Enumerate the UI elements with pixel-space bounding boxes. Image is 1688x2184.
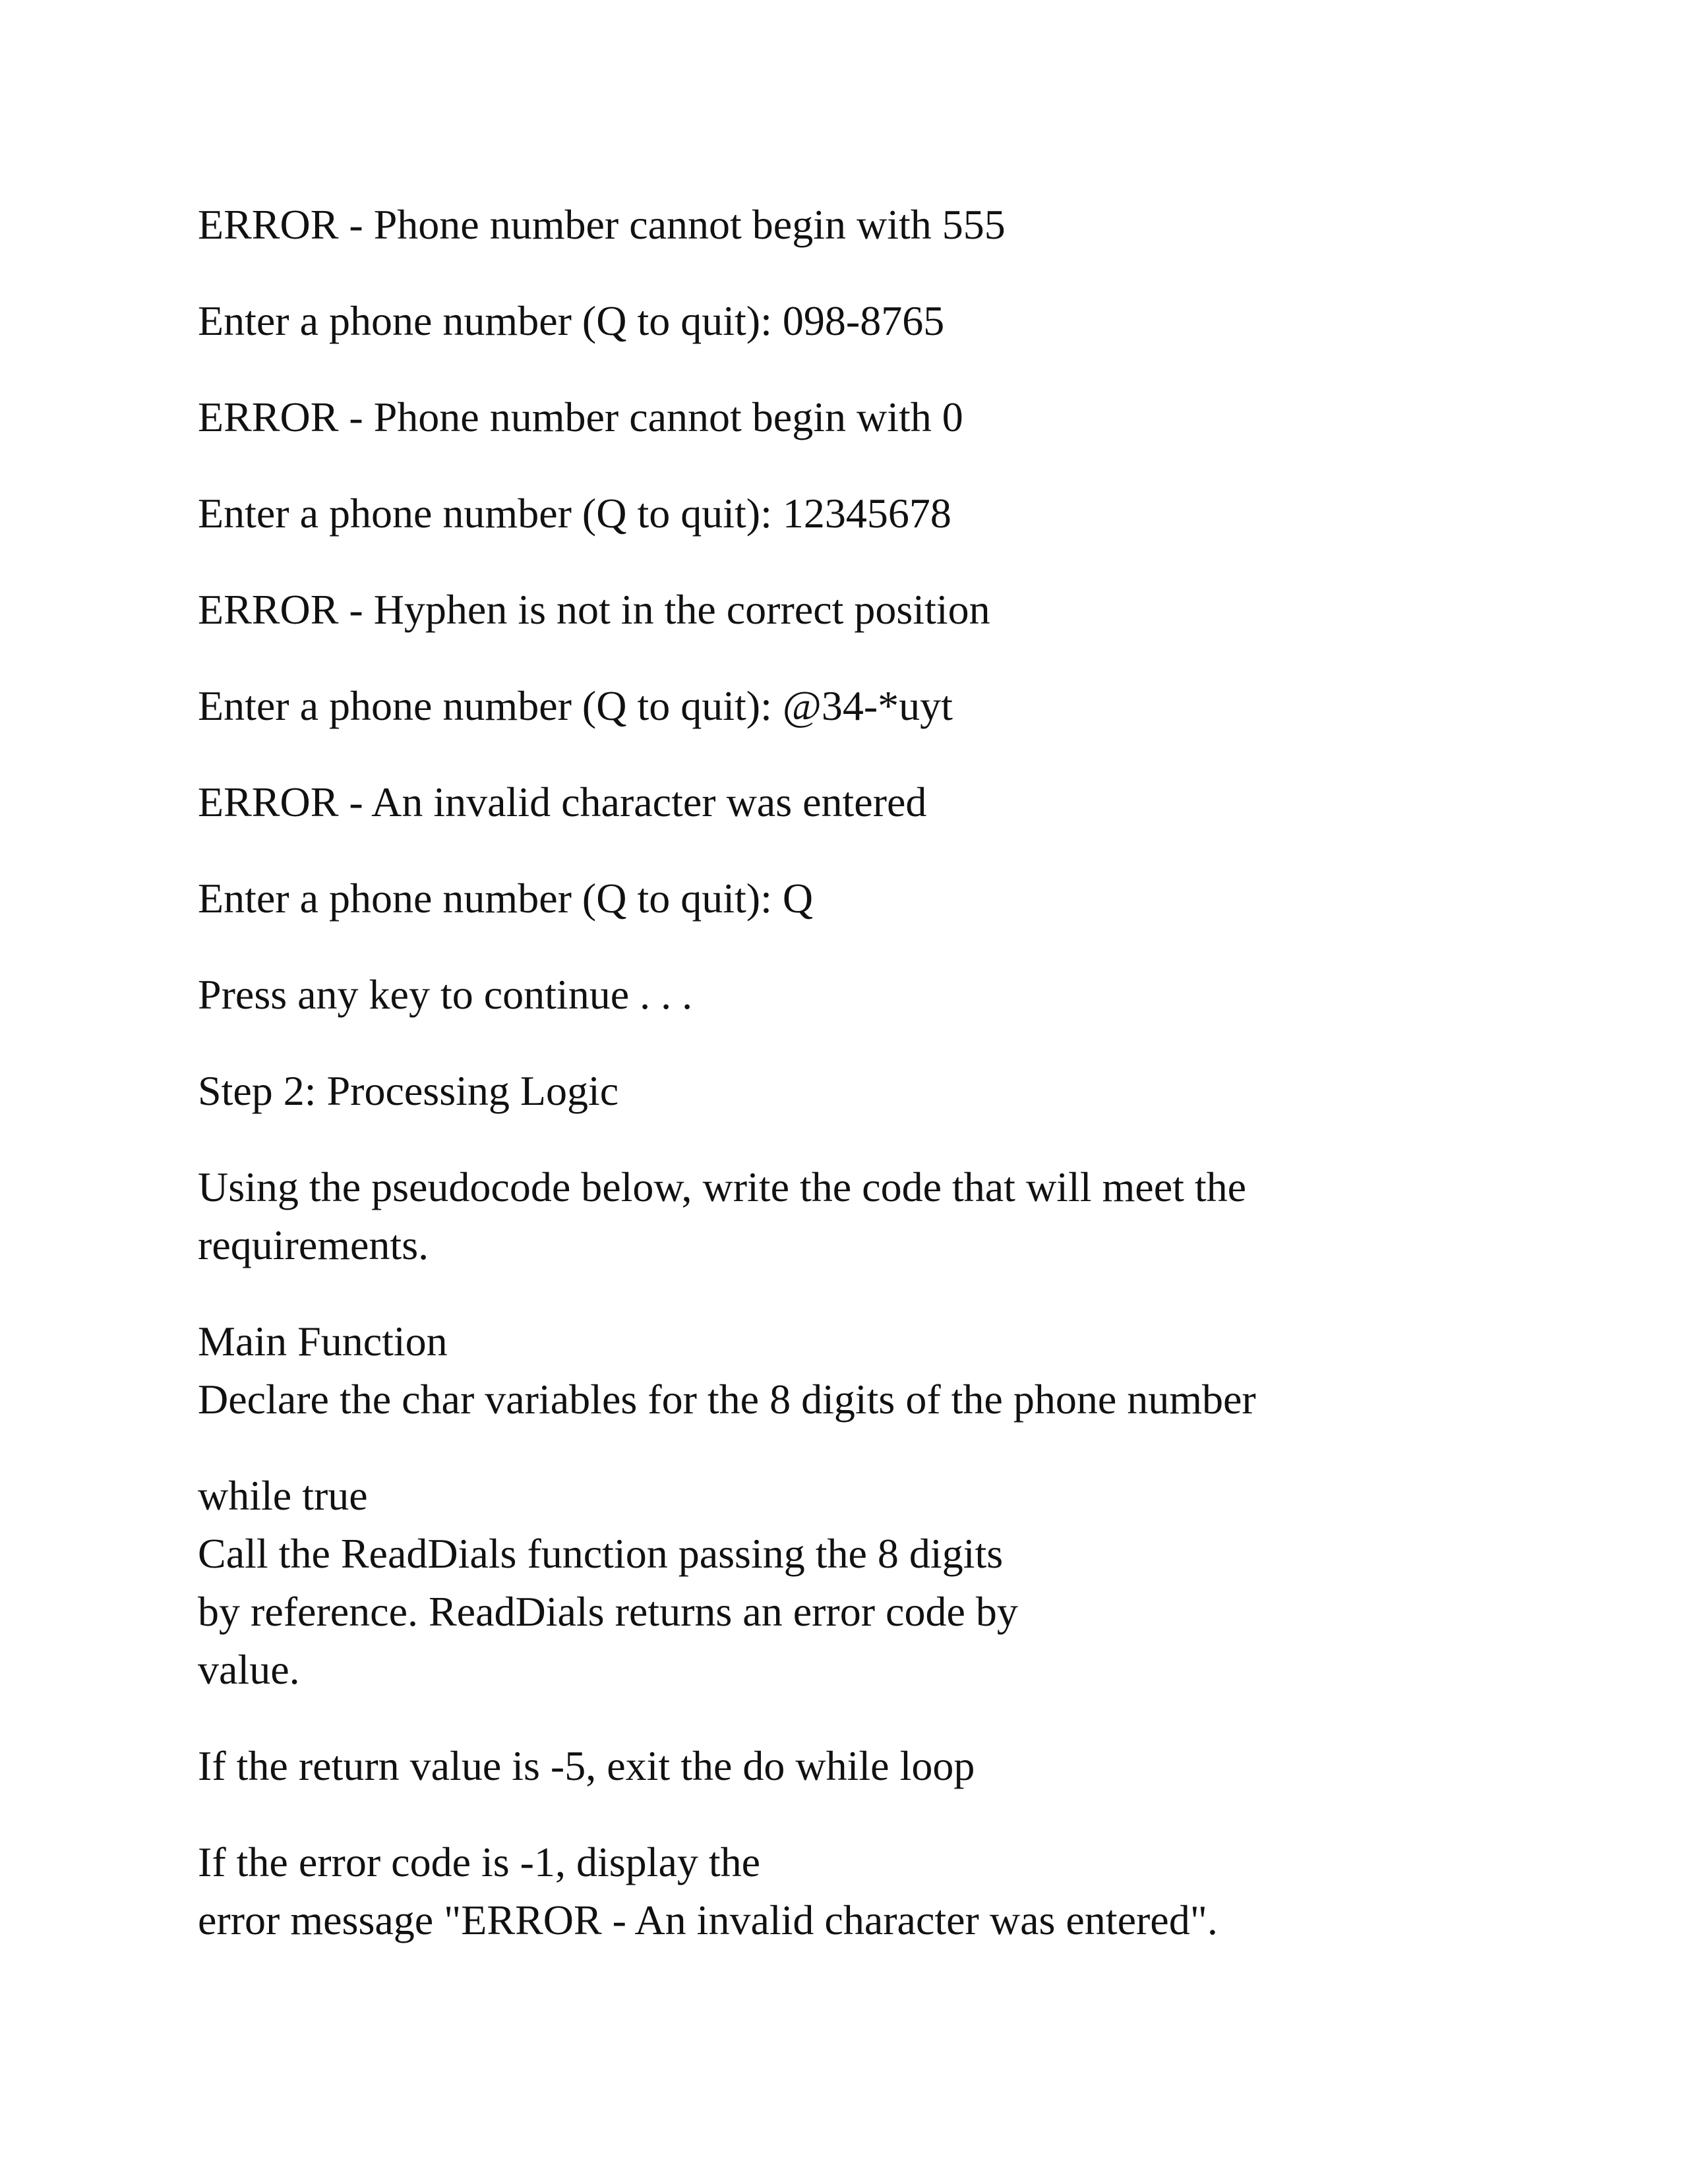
error-line-invalid-char: ERROR - An invalid character was entered (198, 779, 927, 825)
return-value-line: If the return value is -5, exit the do while loop (198, 1742, 975, 1789)
readdials-line-1: Call the ReadDials function passing the 8 digits (198, 1530, 1004, 1577)
error-line-begin-0: ERROR - Phone number cannot begin with 0 (198, 394, 963, 440)
error-line-555: ERROR - Phone number cannot begin with 555 (198, 201, 1006, 248)
instructions-line-2: requirements. (198, 1222, 429, 1268)
readdials-line-2: by reference. ReadDials returns an error code by (198, 1588, 1018, 1635)
readdials-line-3: value. (198, 1646, 300, 1693)
declare-variables-line: Declare the char variables for the 8 digits of the phone number (198, 1376, 1256, 1423)
prompt-line-12345678: Enter a phone number (Q to quit): 12345678 (198, 490, 951, 537)
prompt-line-098-8765: Enter a phone number (Q to quit): 098-8765 (198, 297, 945, 344)
error-line-hyphen: ERROR - Hyphen is not in the correct position (198, 586, 990, 633)
while-true-line: while true (198, 1472, 368, 1519)
prompt-line-invalid-chars: Enter a phone number (Q to quit): @34-*uyt (198, 682, 953, 729)
error-code-line-2: error message "ERROR - An invalid character was entered". (198, 1897, 1218, 1943)
main-function-heading: Main Function (198, 1318, 448, 1365)
instructions-line-1: Using the pseudocode below, write the code that will meet the (198, 1164, 1247, 1210)
prompt-line-quit: Enter a phone number (Q to quit): Q (198, 875, 814, 922)
press-any-key-line: Press any key to continue . . . (198, 971, 693, 1018)
error-code-line-1: If the error code is -1, display the (198, 1839, 761, 1885)
step-2-heading: Step 2: Processing Logic (198, 1067, 619, 1114)
